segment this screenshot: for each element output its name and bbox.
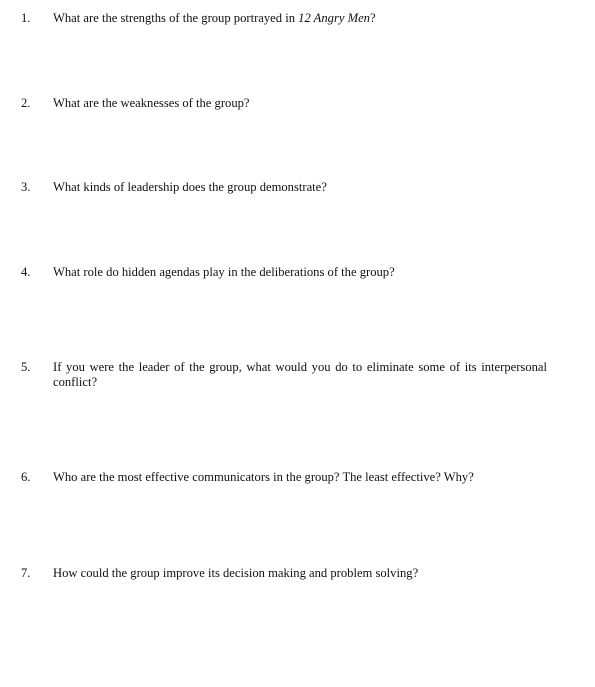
- question-text: What are the weaknesses of the group?: [53, 96, 250, 110]
- question-number: 1.: [21, 11, 31, 25]
- question-text: What role do hidden agendas play in the deliberations of the group?: [53, 265, 395, 279]
- question-number: 6.: [21, 470, 31, 484]
- question-text: How could the group improve its decision making and problem solving?: [53, 566, 419, 580]
- question-text-end: ?: [369, 11, 376, 25]
- question-text: Who are the most effective communicators in the group? The least effective? Why?: [53, 470, 474, 484]
- question-text: [53, 11, 547, 26]
- question-number: 3.: [21, 180, 31, 194]
- film-title: 12 Angry Men: [298, 11, 370, 25]
- question-number: 2.: [21, 96, 31, 110]
- question-text: If you were the leader of the group, what would you do to eliminate some of its interpersonal conflict?: [53, 360, 547, 389]
- question-text-start: What are the strengths of the group portrayed in: [53, 11, 299, 25]
- question-text: What kinds of leadership does the group demonstrate?: [53, 180, 327, 194]
- question-number: 4.: [21, 265, 31, 279]
- question-number: 5.: [21, 360, 31, 374]
- question-number: 7.: [21, 566, 31, 580]
